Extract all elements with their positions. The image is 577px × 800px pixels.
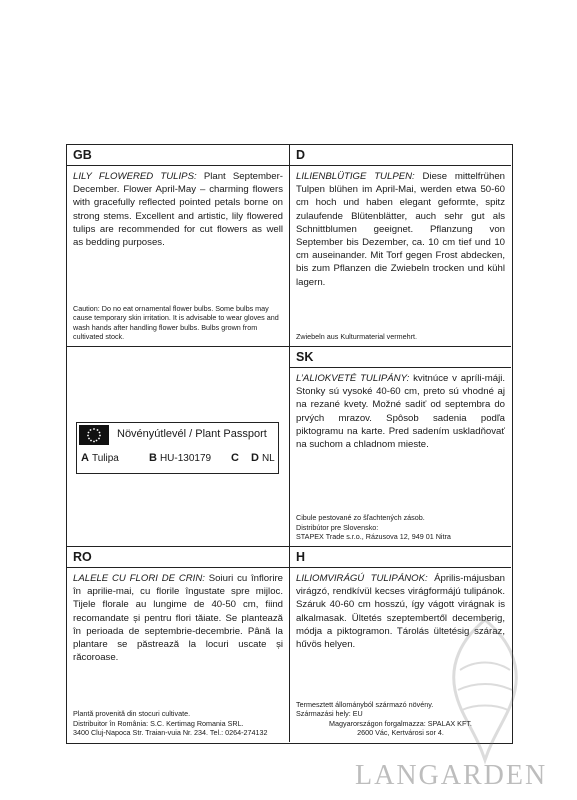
h-footer-line-2: Származási hely: EU <box>296 709 363 719</box>
section-text-ro <box>73 572 283 664</box>
section-gb <box>67 145 290 347</box>
h-footer-line-1: Termesztett állományból származó növény. <box>296 699 434 709</box>
section-code-sk: SK <box>290 347 511 368</box>
section-code-ro: RO <box>67 547 289 568</box>
ro-footer-line-2: Distribuitor în România: S.C. Kertimag Romania SRL. <box>73 718 244 728</box>
section-title-sk: L’ALIOKVETÉ TULIPÁNY: <box>296 373 410 384</box>
section-body-sk: kvitnúce v apríli-máji. Stonky sú vysoké 40-60 cm, preto sú vhodné aj na rezané kvety. Možné sadiť od septembra do prvých mrazov. Spôsob sadenia podľa piktogramu na karte. Pred sadením uskladňovať na suchom a chladnom mieste. <box>296 373 506 451</box>
ro-footer-line-3: 3400 Cluj-Napoca Str. Traian-vuia Nr. 234. Tel.: 0264-274132 <box>73 728 268 738</box>
passport-b-letter: B <box>149 452 157 464</box>
section-title-h: LILIOMVIRÁGÚ TULIPÁNOK: <box>296 573 428 584</box>
section-d <box>290 145 511 347</box>
sk-footer-line-3: STAPEX Trade s.r.o., Rázusova 12, 949 01 Nitra <box>296 532 451 542</box>
eu-flag-icon <box>79 425 109 445</box>
h-footer-line-3: Magyarországon forgalmazza: SPALAX KFT. <box>329 718 472 728</box>
passport-d-letter: D <box>251 452 259 464</box>
plant-passport-header <box>77 423 278 448</box>
h-footer-line-4: 2600 Vác, Kertvárosi sor 4. <box>357 728 444 738</box>
section-text-d <box>296 170 505 289</box>
passport-field-d <box>251 452 275 464</box>
section-text-sk <box>296 372 505 451</box>
passport-a-letter: A <box>81 452 89 464</box>
sk-footer-line-1: Cibule pestované zo šľachtených zásob. <box>296 513 425 523</box>
section-title-ro: LALELE CU FLORI DE CRIN: <box>73 573 205 584</box>
section-body-ro: Soiuri cu înflorire în aprilie-mai, cu florile îngustate spre mijloc. Tijele florale au lungime de 40-50 cm, fiind recomandate și pentru flori tăiate. Se plantează în perioada de septembrie-decembrie. Până la plantare se păstrează la locuri uscate și răcoroase. <box>73 573 283 664</box>
section-footer-ro <box>73 709 283 738</box>
section-body-d: Diese mittelfrühen Tulpen blühen im April-Mai, werden etwa 50-60 cm hoch und haben elegant geformte, spitz zulaufende Blütenblätter, auch sehr gut als Schnittblumen geeignet. Pflanzung von September bis Dezember, ca. 10 cm tief und 10 cm auseinander. Mit Torf gegen Frost abdecken, bis zum Pflanzen die Zwiebeln trocken und kühl lagern. <box>296 171 506 288</box>
section-footer-sk <box>296 513 505 542</box>
sk-footer-line-2: Distribútor pre Slovensko: <box>296 522 379 532</box>
section-ro <box>67 547 290 742</box>
section-title-gb: LILY FLOWERED TULIPS: <box>73 171 197 182</box>
section-sk <box>290 347 511 547</box>
plant-passport-title: Növényútlevél / Plant Passport <box>117 428 267 440</box>
section-body-gb: Plant September-December. Flower April-May – charming flowers with gracefully reflected pointed petals borne on strong stems. Excellent and artistic, lily flowered tulips are recommended for cut flowers as well as bedding purposes. <box>73 171 283 249</box>
passport-b-value: HU-130179 <box>159 453 212 464</box>
watermark-emblem-icon <box>420 610 550 770</box>
section-body-h: Április-májusban virágzó, rendkívül kecses virágformájú tulipánok. Száruk 40-60 cm hosszú, így vágott virágnak is alkalmasak. Ültetés szeptembertől decemberig, módja a piktogramon. Tárolás ültetésig száraz, hűvös helyen. <box>296 573 505 651</box>
ro-footer-line-1: Plantă provenită din stocuri cultivate. <box>73 709 191 719</box>
watermark-text: LANGARDEN <box>355 760 548 791</box>
section-code-h: H <box>290 547 511 568</box>
passport-field-c <box>231 452 242 464</box>
passport-c-letter: C <box>231 452 239 464</box>
section-code-d: D <box>290 145 511 166</box>
passport-a-value: Tulipa <box>91 453 119 464</box>
passport-field-a <box>81 452 119 464</box>
plant-passport <box>76 422 279 474</box>
passport-d-value: NL <box>261 453 275 464</box>
section-text-gb <box>73 170 283 249</box>
section-footer-gb: Caution: Do no eat ornamental flower bulbs. Some bulbs may cause temporary skin irritation. It is advisable to wear gloves and wash hands after handling flower bulbs. Bulbs grown from cultivated stock. <box>73 303 279 342</box>
section-title-d: LILIENBLÜTIGE TULPEN: <box>296 171 415 182</box>
section-passport <box>67 347 290 547</box>
section-code-gb: GB <box>67 145 289 166</box>
plant-passport-fields <box>81 452 274 466</box>
passport-field-b <box>149 452 211 464</box>
section-footer-d: Zwiebeln aus Kulturmaterial vermehrt. <box>296 332 418 342</box>
